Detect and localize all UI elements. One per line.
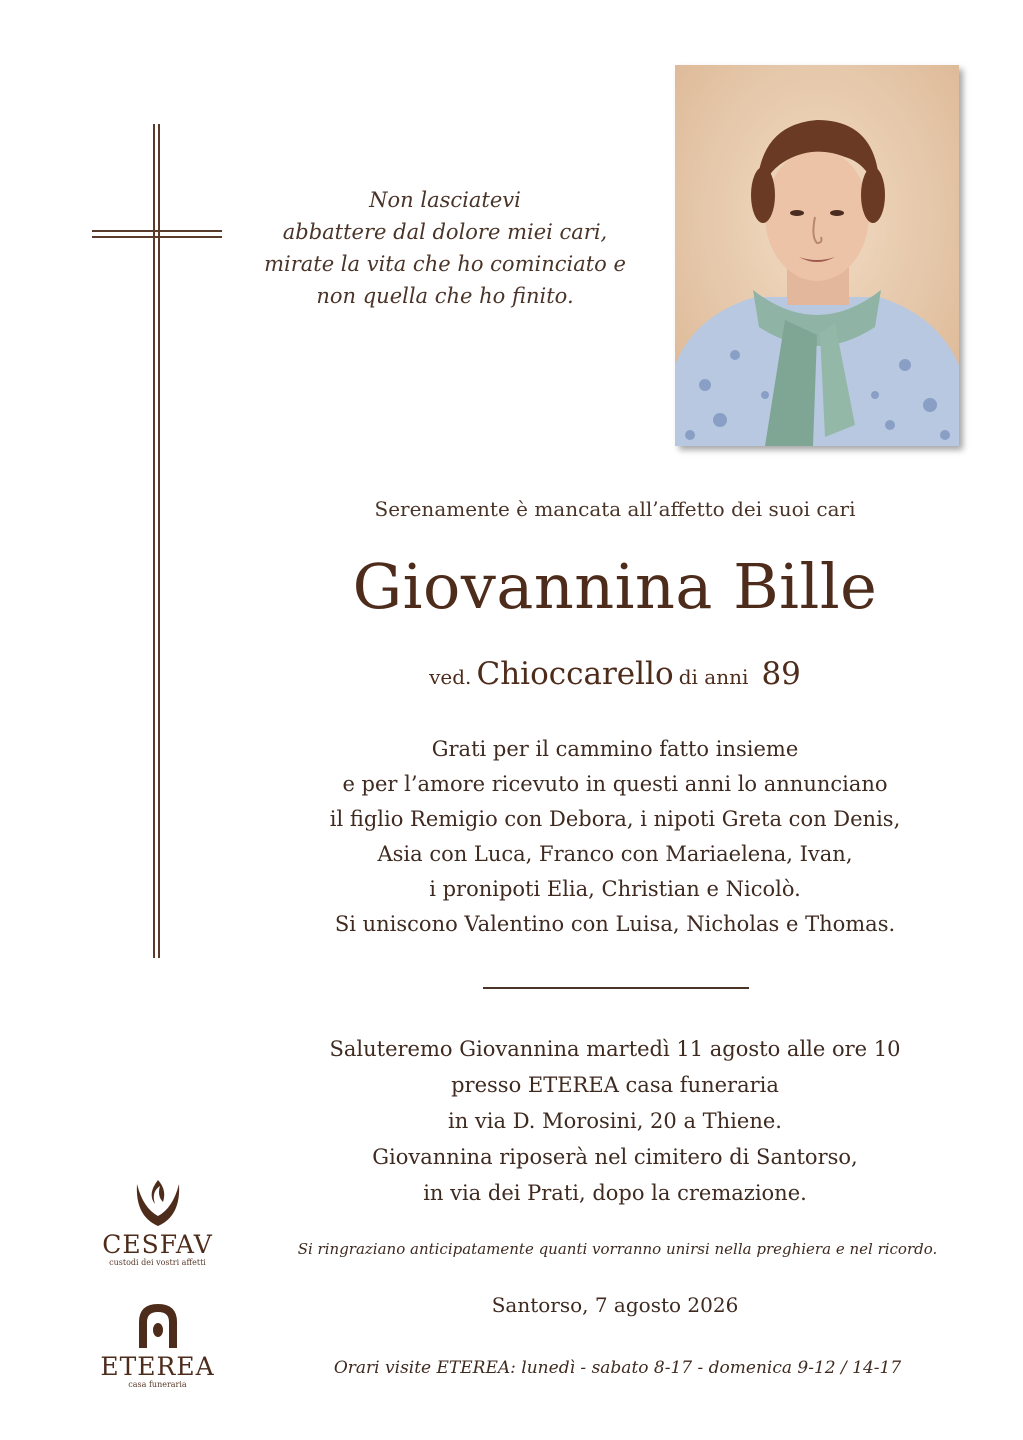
eterea-logo: [90, 1300, 225, 1390]
quote-line: non quella che ho finito.: [316, 284, 574, 308]
eterea-tagline: casa funeraria: [128, 1380, 187, 1389]
age-prefix: di anni: [678, 665, 749, 689]
quote-line: abbattere dal dolore miei cari,: [282, 220, 608, 244]
separator-line: [483, 987, 749, 989]
cesfav-logo: [95, 1176, 220, 1268]
visiting-hours: Orari visite ETEREA: lunedì - sabato 8-17 - domenica 9-12 / 14-17: [333, 1358, 902, 1378]
service-line: presso ETEREA casa funeraria: [451, 1073, 779, 1097]
place-date: Santorso, 7 agosto 2026: [491, 1293, 739, 1317]
quote: [250, 184, 640, 312]
thanks-note: Si ringraziano anticipatamente quanti vorranno unirsi nella preghiera e nel ricordo.: [297, 1240, 938, 1258]
eterea-wordmark: ETEREA: [100, 1352, 215, 1381]
flame-icon: [133, 1176, 183, 1228]
family-line: il figlio Remigio con Debora, i nipoti Greta con Denis,: [329, 807, 901, 831]
family-line: Si uniscono Valentino con Luisa, Nicholas e Thomas.: [334, 912, 896, 936]
service-text: [240, 1031, 990, 1211]
ved-prefix: ved.: [429, 665, 472, 689]
age-value: 89: [761, 656, 801, 692]
service-line: Saluteremo Giovannina martedì 11 agosto alle ore 10: [329, 1037, 901, 1061]
service-line: Giovannina riposerà nel cimitero di Santorso,: [372, 1145, 858, 1169]
cross-icon: [92, 124, 222, 960]
family-text: [240, 732, 990, 942]
service-line: in via D. Morosini, 20 a Thiene.: [448, 1109, 782, 1133]
quote-line: Non lasciatevi: [369, 188, 521, 212]
service-line: in via dei Prati, dopo la cremazione.: [423, 1181, 807, 1205]
family-line: Asia con Luca, Franco con Mariaelena, Ivan,: [377, 842, 853, 866]
deceased-name: Giovannina Bille: [352, 550, 878, 623]
family-line: i pronipoti Elia, Christian e Nicolò.: [429, 877, 801, 901]
arch-icon: [135, 1300, 181, 1350]
family-line: Grati per il cammino fatto insieme: [431, 737, 799, 761]
subtitle: Serenamente è mancata all’affetto dei suoi cari: [374, 497, 856, 521]
ved-line: [240, 656, 990, 692]
portrait-photo: [675, 65, 959, 446]
cesfav-wordmark: CESFAV: [102, 1230, 213, 1259]
cesfav-tagline: custodi dei vostri affetti: [109, 1258, 206, 1267]
quote-line: mirate la vita che ho cominciato e: [264, 252, 626, 276]
ved-surname: Chioccarello: [476, 656, 674, 692]
family-line: e per l’amore ricevuto in questi anni lo annunciano: [342, 772, 888, 796]
